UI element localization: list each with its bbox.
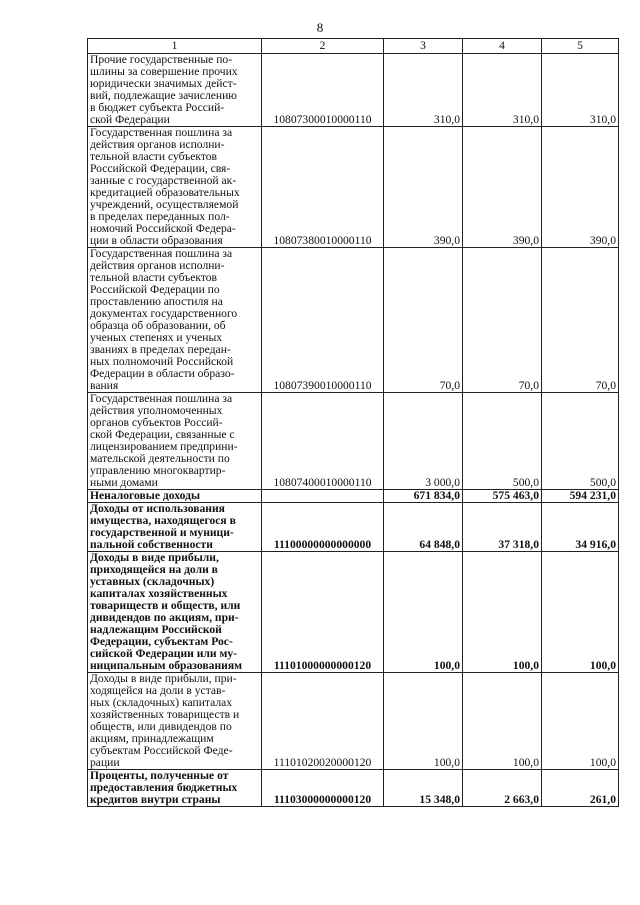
revenue-name-line: уставных (складочных) — [90, 575, 215, 588]
revenue-name-line: Государственная пошлина за — [90, 126, 233, 139]
revenue-name-line: дивидендов по акциям, при- — [90, 611, 239, 624]
revenue-name-line: надлежащим Российской — [90, 623, 222, 636]
budget-code-cell: 11103000000000120 — [262, 770, 384, 807]
revenue-name-line: Неналоговые доходы — [90, 489, 200, 502]
value-col5-cell: 34 916,0 — [542, 503, 619, 552]
revenue-name-line: Доходы в виде прибыли, при- — [90, 672, 237, 685]
revenue-name-line: государственной и муници- — [90, 526, 234, 539]
revenue-name-line: имущества, находящегося в — [90, 514, 236, 527]
revenue-name-line: Федерации в области образо- — [90, 367, 235, 380]
value-col5-cell: 70,0 — [542, 248, 619, 393]
revenue-name-cell — [88, 503, 262, 552]
value-col5-cell: 594 231,0 — [542, 490, 619, 503]
value-col3-cell: 15 348,0 — [384, 770, 463, 807]
revenue-name-line: Прочие государственные по- — [90, 53, 233, 66]
revenue-name-line: лицензированием предприни- — [90, 440, 238, 453]
revenue-name-line: ных (складочных) капиталах — [90, 696, 233, 709]
budget-code-cell: 11100000000000000 — [262, 503, 384, 552]
revenue-name-line: ходящейся на доли в устав- — [90, 684, 226, 697]
revenue-name-line: капиталах хозяйственных — [90, 587, 228, 600]
revenue-name-line: ученых степенях и ученых — [90, 331, 223, 344]
value-col3-cell: 671 834,0 — [384, 490, 463, 503]
revenue-name-line: хозяйственных товариществ и — [90, 708, 240, 721]
value-col4-cell: 310,0 — [463, 54, 542, 127]
value-col3-cell: 3 000,0 — [384, 393, 463, 490]
revenue-name-cell — [88, 54, 262, 127]
value-col4-cell: 500,0 — [463, 393, 542, 490]
value-col3-cell: 70,0 — [384, 248, 463, 393]
value-col3-cell: 310,0 — [384, 54, 463, 127]
revenue-name-cell — [88, 248, 262, 393]
revenue-name-line: тельной власти субъектов — [90, 150, 218, 163]
revenue-name-line: вий, подлежащие зачислению — [90, 89, 237, 102]
table-row — [88, 54, 619, 127]
revenue-name-line: образца об образовании, об — [90, 319, 226, 332]
value-col4-cell: 100,0 — [463, 552, 542, 673]
revenue-name-line: в пределах переданных пол- — [90, 210, 230, 223]
table-row — [88, 552, 619, 673]
value-col5-cell: 261,0 — [542, 770, 619, 807]
column-header: 3 — [384, 39, 463, 54]
table-row — [88, 393, 619, 490]
revenue-name-line: кредитацией образовательных — [90, 186, 240, 199]
revenue-name-cell — [88, 490, 262, 503]
value-col3-cell: 64 848,0 — [384, 503, 463, 552]
value-col4-cell: 37 318,0 — [463, 503, 542, 552]
revenue-name-line: учреждений, осуществляемой — [90, 198, 239, 211]
revenue-name-line: в бюджет субъекта Россий- — [90, 101, 225, 114]
revenue-name-line: кредитов внутри страны — [90, 793, 221, 806]
table-row — [88, 503, 619, 552]
revenue-name-line: документах государственного — [90, 307, 238, 320]
revenue-name-line: действия органов исполни- — [90, 259, 225, 272]
value-col4-cell: 390,0 — [463, 127, 542, 248]
revenue-name-line: вания — [90, 379, 119, 392]
value-col5-cell: 500,0 — [542, 393, 619, 490]
column-header: 1 — [88, 39, 262, 54]
revenue-name-line: субъектам Российской Феде- — [90, 744, 233, 757]
budget-code-cell: 10807300010000110 — [262, 54, 384, 127]
revenue-name-line: действия уполномоченных — [90, 404, 223, 417]
revenue-name-line: шлины за совершение прочих — [90, 65, 238, 78]
column-header: 5 — [542, 39, 619, 54]
value-col5-cell: 100,0 — [542, 673, 619, 770]
revenue-name-line: Доходы в виде прибыли, — [90, 551, 219, 564]
revenue-name-line: Российской Федерации, свя- — [90, 162, 231, 175]
revenue-name-line: приходящейся на доли в — [90, 563, 218, 576]
value-col4-cell: 2 663,0 — [463, 770, 542, 807]
revenue-name-line: Проценты, полученные от — [90, 769, 229, 782]
budget-code-cell: 11101020020000120 — [262, 673, 384, 770]
budget-code-cell — [262, 490, 384, 503]
revenue-name-line: органов субъектов Россий- — [90, 416, 223, 429]
revenue-name-cell — [88, 393, 262, 490]
column-header: 4 — [463, 39, 542, 54]
table-row — [88, 490, 619, 503]
column-number-row — [88, 39, 619, 54]
value-col5-cell: 390,0 — [542, 127, 619, 248]
table-row — [88, 248, 619, 393]
revenue-name-line: ции в области образования — [90, 234, 223, 247]
revenue-name-line: действия органов исполни- — [90, 138, 225, 151]
table-row — [88, 127, 619, 248]
value-col3-cell: 390,0 — [384, 127, 463, 248]
revenue-name-line: Государственная пошлина за — [90, 392, 233, 405]
revenue-name-line: тельной власти субъектов — [90, 271, 218, 284]
revenue-name-line: товариществ и обществ, или — [90, 599, 241, 612]
revenue-name-line: номочий Российской Федера- — [90, 222, 236, 235]
revenue-name-cell — [88, 673, 262, 770]
revenue-name-line: занные с государственной ак- — [90, 174, 237, 187]
table-row — [88, 770, 619, 807]
budget-code-cell: 11101000000000120 — [262, 552, 384, 673]
budget-code-cell: 10807390010000110 — [262, 248, 384, 393]
revenue-name-line: проставлению апостиля на — [90, 295, 223, 308]
revenue-name-cell — [88, 552, 262, 673]
budget-table — [87, 38, 619, 807]
revenue-name-line: Государственная пошлина за — [90, 247, 233, 260]
revenue-name-line: сийской Федерации или му- — [90, 647, 238, 660]
revenue-name-line: управлению многоквартир- — [90, 464, 226, 477]
revenue-name-line: Доходы от использования — [90, 502, 225, 515]
revenue-name-line: обществ, или дивидендов по — [90, 720, 232, 733]
revenue-name-line: Российской Федерации по — [90, 283, 220, 296]
page-number: 8 — [316, 20, 324, 35]
budget-code-cell: 10807400010000110 — [262, 393, 384, 490]
revenue-name-line: ской Федерации, связанные с — [90, 428, 235, 441]
revenue-name-line: Федерации, субъектам Рос- — [90, 635, 233, 648]
revenue-name-line: рации — [90, 756, 120, 769]
revenue-name-line: ных полномочий Российской — [90, 355, 234, 368]
value-col4-cell: 575 463,0 — [463, 490, 542, 503]
value-col5-cell: 310,0 — [542, 54, 619, 127]
revenue-name-line: акциям, принадлежащим — [90, 732, 214, 745]
revenue-name-line: ными домами — [90, 476, 158, 489]
revenue-name-line: юридически значимых дейст- — [90, 77, 237, 90]
table-body — [88, 54, 619, 807]
revenue-name-line: мательской деятельности по — [90, 452, 230, 465]
revenue-name-line: званиях в пределах передан- — [90, 343, 231, 356]
value-col4-cell: 100,0 — [463, 673, 542, 770]
revenue-name-cell — [88, 127, 262, 248]
table-row — [88, 673, 619, 770]
revenue-name-cell — [88, 770, 262, 807]
value-col4-cell: 70,0 — [463, 248, 542, 393]
column-header: 2 — [262, 39, 384, 54]
budget-code-cell: 10807380010000110 — [262, 127, 384, 248]
revenue-name-line: предоставления бюджетных — [90, 781, 238, 794]
revenue-name-line: пальной собственности — [90, 538, 213, 551]
value-col5-cell: 100,0 — [542, 552, 619, 673]
value-col3-cell: 100,0 — [384, 673, 463, 770]
revenue-name-line: ниципальным образованиям — [90, 659, 242, 672]
value-col3-cell: 100,0 — [384, 552, 463, 673]
revenue-name-line: ской Федерации — [90, 113, 170, 126]
